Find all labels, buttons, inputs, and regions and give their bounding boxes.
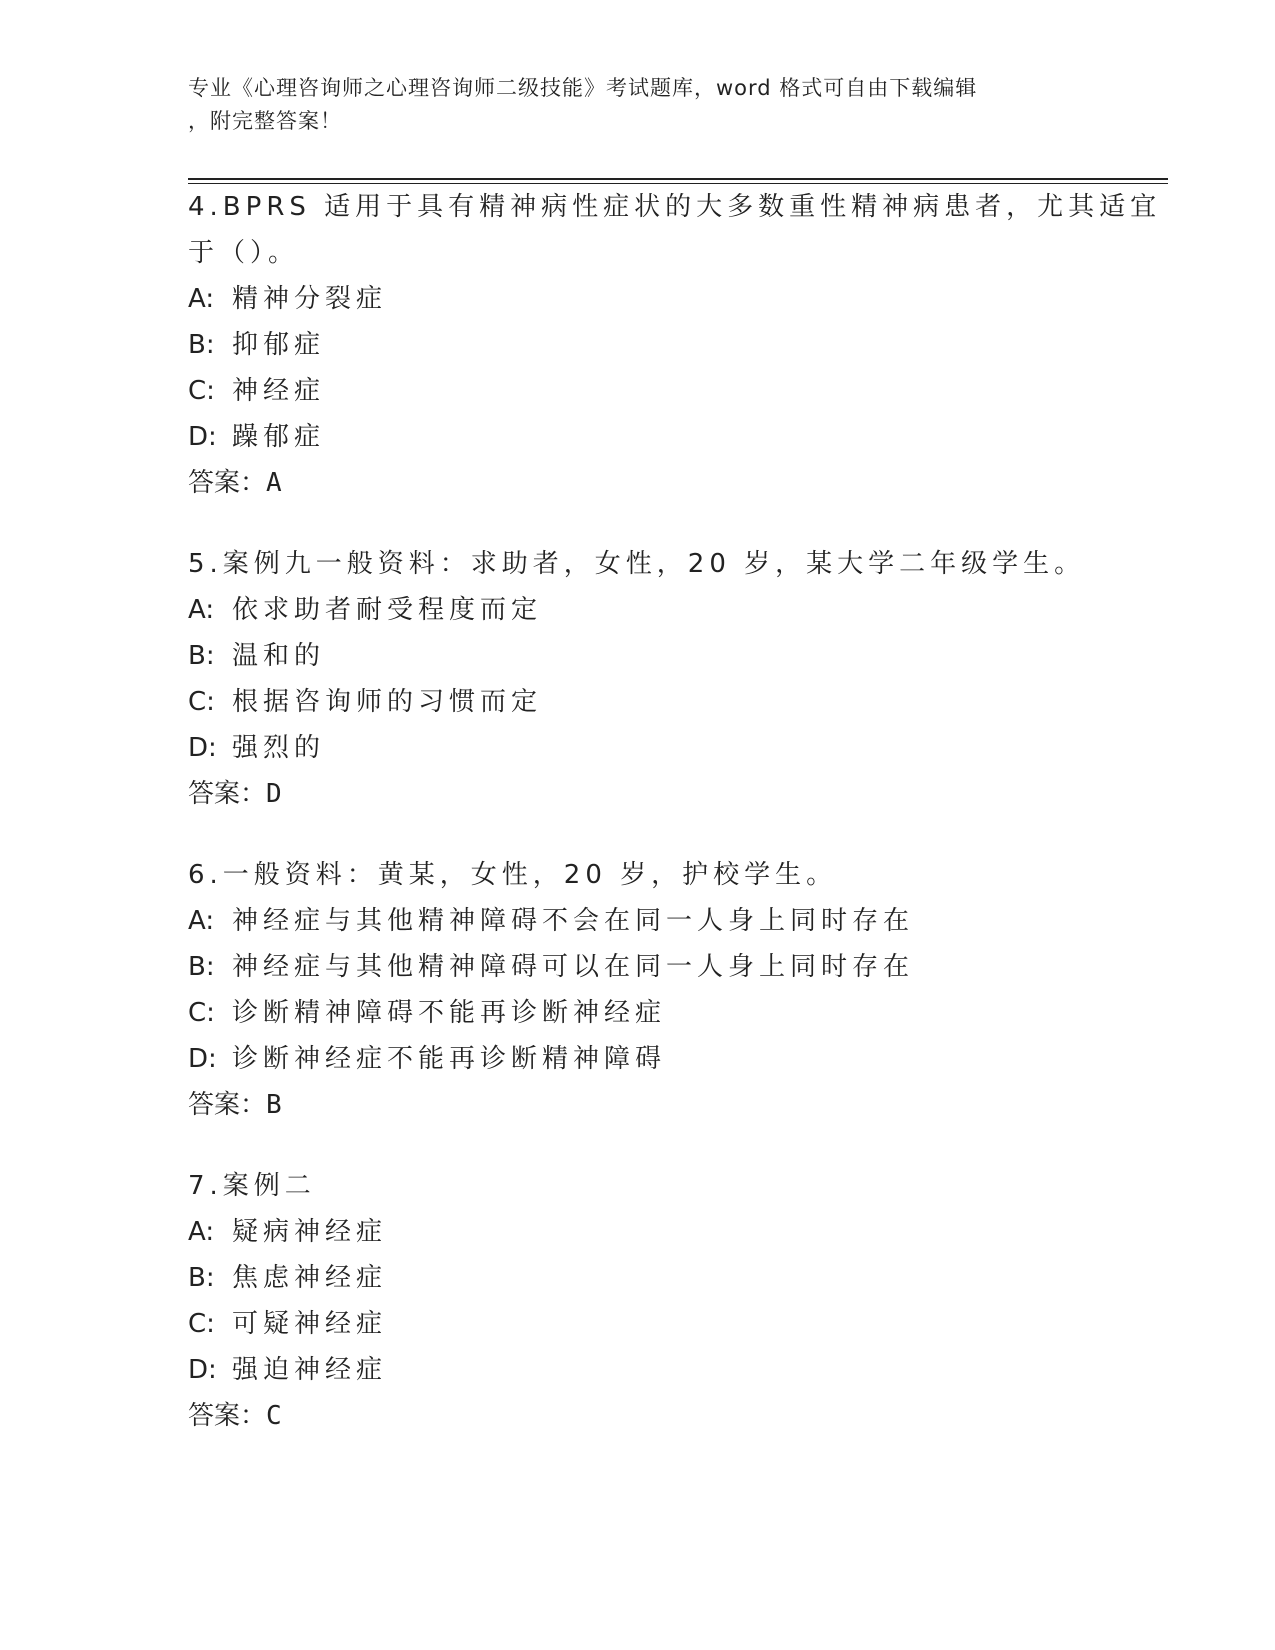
option-letter: D: bbox=[188, 422, 217, 452]
answer-value: A bbox=[266, 468, 282, 498]
option-letter: A: bbox=[188, 1217, 215, 1247]
header-divider-thin bbox=[188, 183, 1168, 184]
option-a bbox=[188, 904, 1088, 938]
question-text: 于（）。 bbox=[188, 238, 300, 268]
answer-value: B bbox=[266, 1090, 282, 1120]
option-d bbox=[188, 1042, 1088, 1076]
question-7 bbox=[188, 1169, 1088, 1433]
answer bbox=[188, 466, 1088, 500]
option-text: 诊断精神障碍不能再诊断神经症 bbox=[232, 998, 667, 1028]
question-text: 5.案例九一般资料：求助者，女性，20 岁，某大学二年级学生。 bbox=[188, 549, 1086, 579]
option-a bbox=[188, 593, 1088, 627]
question-5 bbox=[188, 547, 1088, 811]
answer bbox=[188, 1088, 1088, 1122]
option-letter: A: bbox=[188, 595, 215, 625]
answer bbox=[188, 777, 1088, 811]
option-letter: B: bbox=[188, 1263, 215, 1293]
option-letter: D: bbox=[188, 733, 217, 763]
option-letter: C: bbox=[188, 376, 215, 406]
option-text: 温和的 bbox=[232, 641, 326, 671]
option-letter: D: bbox=[188, 1355, 217, 1385]
option-d bbox=[188, 1353, 1088, 1387]
option-letter: C: bbox=[188, 687, 215, 717]
option-text: 诊断神经症不能再诊断精神障碍 bbox=[232, 1044, 667, 1074]
option-letter: B: bbox=[188, 330, 215, 360]
answer bbox=[188, 1399, 1088, 1433]
option-text: 精神分裂症 bbox=[232, 284, 388, 314]
option-text: 神经症与其他精神障碍可以在同一人身上同时存在 bbox=[232, 952, 915, 982]
answer-label: 答案： bbox=[188, 1401, 267, 1431]
option-text: 焦虑神经症 bbox=[232, 1263, 388, 1293]
answer-value: D bbox=[266, 779, 282, 809]
option-text: 抑郁症 bbox=[232, 330, 326, 360]
question-text: 4.BPRS 适用于具有精神病性症状的大多数重性精神病患者，尤其适宜 bbox=[188, 192, 1162, 222]
option-b bbox=[188, 950, 1088, 984]
option-letter: B: bbox=[188, 641, 215, 671]
option-letter: B: bbox=[188, 952, 215, 982]
option-a bbox=[188, 282, 1088, 316]
option-letter: C: bbox=[188, 1309, 215, 1339]
option-d bbox=[188, 420, 1088, 454]
question-text: 6.一般资料：黄某，女性，20 岁，护校学生。 bbox=[188, 860, 838, 890]
header-line-2: ，附完整答案！ bbox=[188, 109, 342, 133]
option-b bbox=[188, 639, 1088, 673]
option-letter: A: bbox=[188, 284, 215, 314]
option-c bbox=[188, 374, 1088, 408]
question-4 bbox=[188, 190, 1162, 500]
option-text: 强迫神经症 bbox=[232, 1355, 388, 1385]
answer-value: C bbox=[266, 1401, 282, 1431]
question-list bbox=[188, 190, 1162, 1480]
header-line-1: 专业《心理咨询师之心理咨询师二级技能》考试题库，word 格式可自由下载编辑 bbox=[188, 76, 978, 100]
header-divider-thick bbox=[188, 178, 1168, 180]
option-c bbox=[188, 996, 1088, 1030]
option-a bbox=[188, 1215, 1088, 1249]
option-c bbox=[188, 685, 1088, 719]
option-text: 躁郁症 bbox=[232, 422, 326, 452]
document-header bbox=[188, 72, 1088, 138]
option-text: 依求助者耐受程度而定 bbox=[232, 595, 543, 625]
option-b bbox=[188, 1261, 1088, 1295]
question-6 bbox=[188, 858, 1088, 1122]
option-letter: D: bbox=[188, 1044, 217, 1074]
option-b bbox=[188, 328, 1088, 362]
option-text: 疑病神经症 bbox=[232, 1217, 388, 1247]
option-text: 神经症 bbox=[232, 376, 326, 406]
option-text: 神经症与其他精神障碍不会在同一人身上同时存在 bbox=[232, 906, 915, 936]
answer-label: 答案： bbox=[188, 1090, 267, 1120]
question-text: 7.案例二 bbox=[188, 1171, 316, 1201]
option-text: 强烈的 bbox=[232, 733, 326, 763]
answer-label: 答案： bbox=[188, 468, 267, 498]
option-text: 可疑神经症 bbox=[232, 1309, 388, 1339]
option-letter: C: bbox=[188, 998, 215, 1028]
option-d bbox=[188, 731, 1088, 765]
option-text: 根据咨询师的习惯而定 bbox=[232, 687, 543, 717]
option-letter: A: bbox=[188, 906, 215, 936]
answer-label: 答案： bbox=[188, 779, 267, 809]
option-c bbox=[188, 1307, 1088, 1341]
